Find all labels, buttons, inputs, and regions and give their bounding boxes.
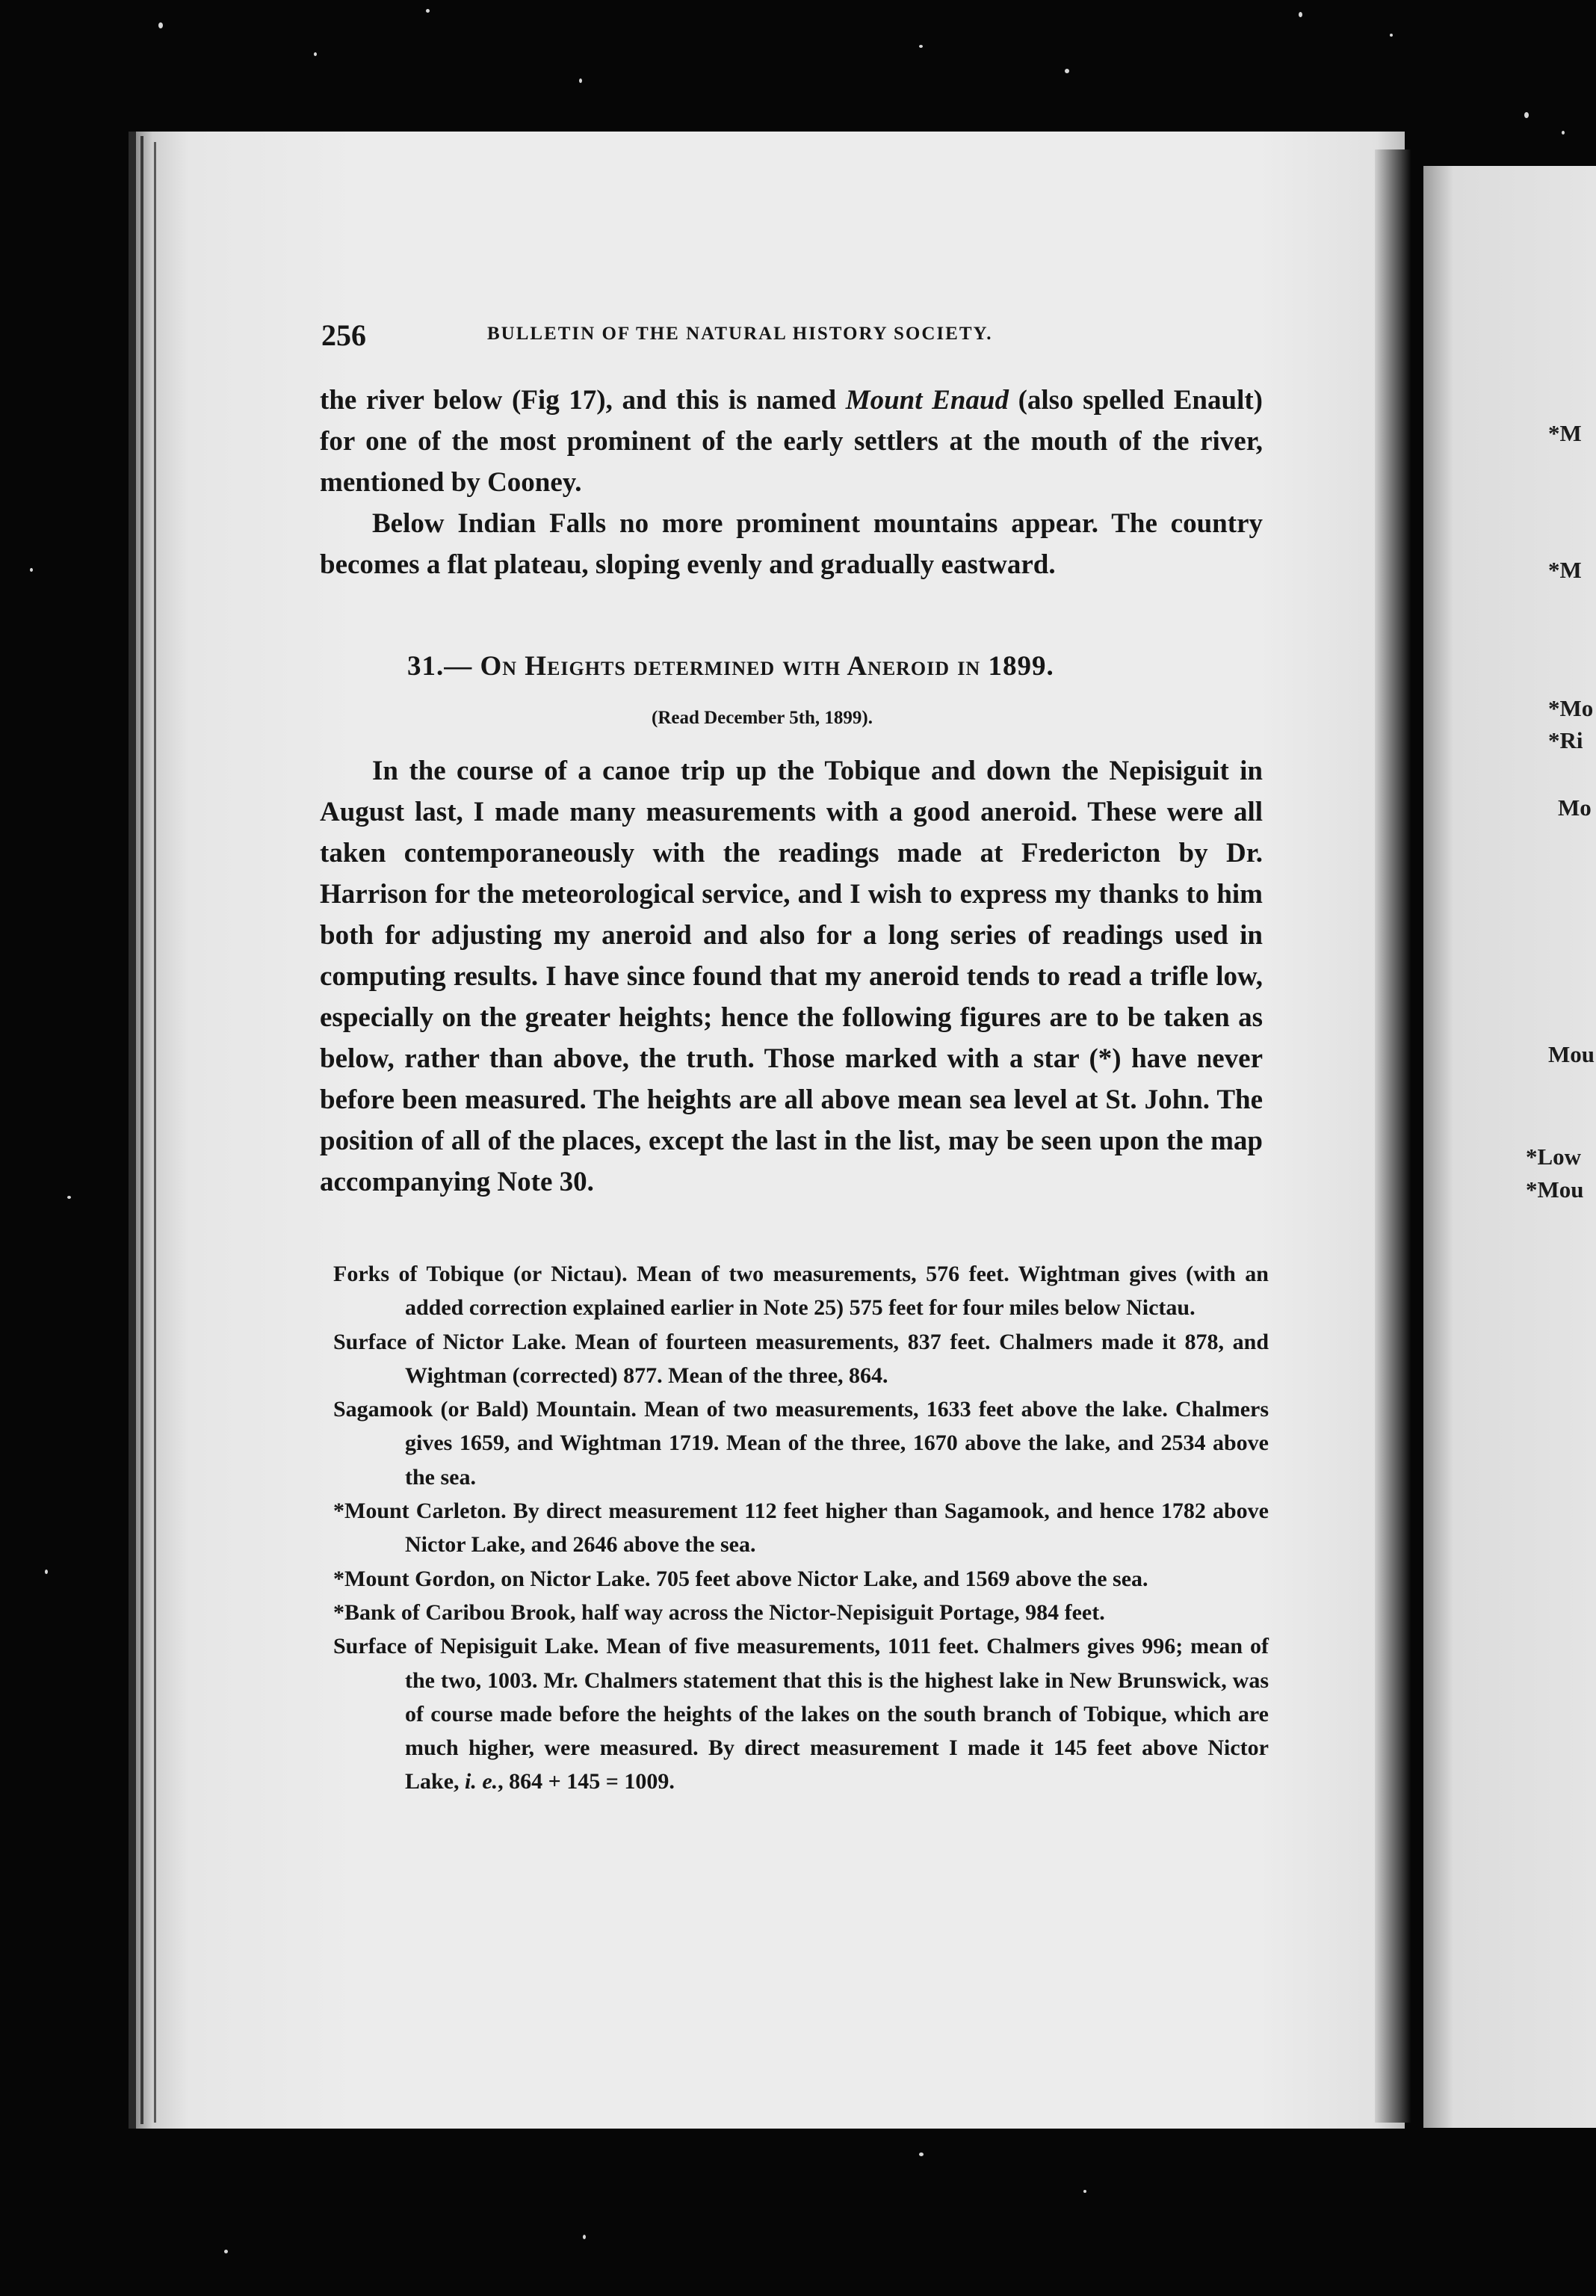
list-item: *Mount Carleton. By direct measurement 112 feet higher than Sagamook, and hence 1782 above Nictor Lake, and 2646 above the sea. [333, 1499, 1269, 1558]
list-item [333, 1629, 1269, 1798]
text-run: Surface of Nepisiguit Lake. Mean of five measurements, 1011 feet. Chalmers gives 996; mean of the two, 1003. Mr. Chalmers statement that this is the highest lake in New Brunswick, was of course made before the heights of the lakes on the south branch of Tobique, which are much higher, were measured. By direct measurement I made it 145 feet above Nictor Lake, [333, 1634, 1269, 1794]
section-paragraph: In the course of a canoe trip up the Tobique and down the Nepisiguit in August last, I made many measurements with a good aneroid. These were all taken contemporaneously with the readings made at Fredericton by Dr. Harrison for the meteorological service, and I wish to express my thanks to him both for adjusting my aneroid and also for a long series of readings used in computing results. I have since found that my aneroid tends to read a trifle low, especially on the greater heights; hence the following figures are to be taken as below, rather than above, the truth. Those marked with a star (*) have never before been measured. The heights are all above mean sea level at St. John. The position of all of the places, except the last in the list, may be seen upon the map accompanying Note 30. [320, 756, 1263, 1197]
intro-paragraph [320, 380, 1263, 503]
right-page-fragment: *Ri [1548, 727, 1583, 753]
place-name-italic: Mount Enaud [845, 385, 1009, 416]
right-page-fragment: Mou [1548, 1041, 1595, 1067]
intro-text [320, 380, 1263, 585]
heights-list [333, 1257, 1269, 1799]
read-date: (Read December 5th, 1899). [652, 708, 873, 728]
list-item: Sagamook (or Bald) Mountain. Mean of two measurements, 1633 feet above the lake. Chalmers gives 1659, and Wightman 1719. Mean of the three, 1670 above the lake, and 2534 above the sea. [333, 1397, 1269, 1490]
list-item: Forks of Tobique (or Nictau). Mean of two measurements, 576 feet. Wightman gives (with an added correction explained earlier in Note 25) 575 feet for four miles below Nictau. [333, 1262, 1269, 1321]
text-run: (also spelled Enault) for one of the most prominent of the early settlers at the mouth of the river, mentioned by Cooney. [320, 385, 1264, 498]
book-gutter [1375, 149, 1411, 2123]
right-page-fragment: *Low [1526, 1144, 1582, 1170]
right-page-fragment: *Mo [1548, 695, 1594, 721]
right-page-fragment: *M [1548, 420, 1582, 446]
page-edge [140, 136, 143, 2124]
page-edge [154, 142, 156, 2123]
right-page-fragment: Mo [1558, 794, 1592, 821]
text-run: , 864 + 145 = 1009. [498, 1769, 675, 1794]
list-item: *Mount Gordon, on Nictor Lake. 705 feet above Nictor Lake, and 1569 above the sea. [333, 1566, 1148, 1591]
text-run: the river below (Fig 17), and this is named [320, 385, 846, 416]
section-number: 31.— [407, 651, 473, 682]
section-title: On Heights determined with Aneroid in 1899. [480, 651, 1054, 682]
list-item: *Bank of Caribou Brook, half way across the Nictor-Nepisiguit Portage, 984 feet. [333, 1599, 1105, 1625]
right-page-fragment: *M [1548, 557, 1582, 583]
list-item: Surface of Nictor Lake. Mean of fourteen measurements, 837 feet. Chalmers made it 878, and Wightman (corrected) 877. Mean of the three, 864. [333, 1329, 1269, 1388]
abbreviation-italic: i. e. [465, 1769, 498, 1794]
running-head: BULLETIN OF THE NATURAL HISTORY SOCIETY. [487, 324, 993, 344]
page-number: 256 [321, 318, 366, 352]
right-page-fragment: *Mou [1526, 1176, 1584, 1203]
section-heading [407, 650, 1054, 682]
intro-paragraph: Below Indian Falls no more prominent mountains appear. The country becomes a flat plateau, sloping evenly and gradually eastward. [320, 508, 1263, 580]
